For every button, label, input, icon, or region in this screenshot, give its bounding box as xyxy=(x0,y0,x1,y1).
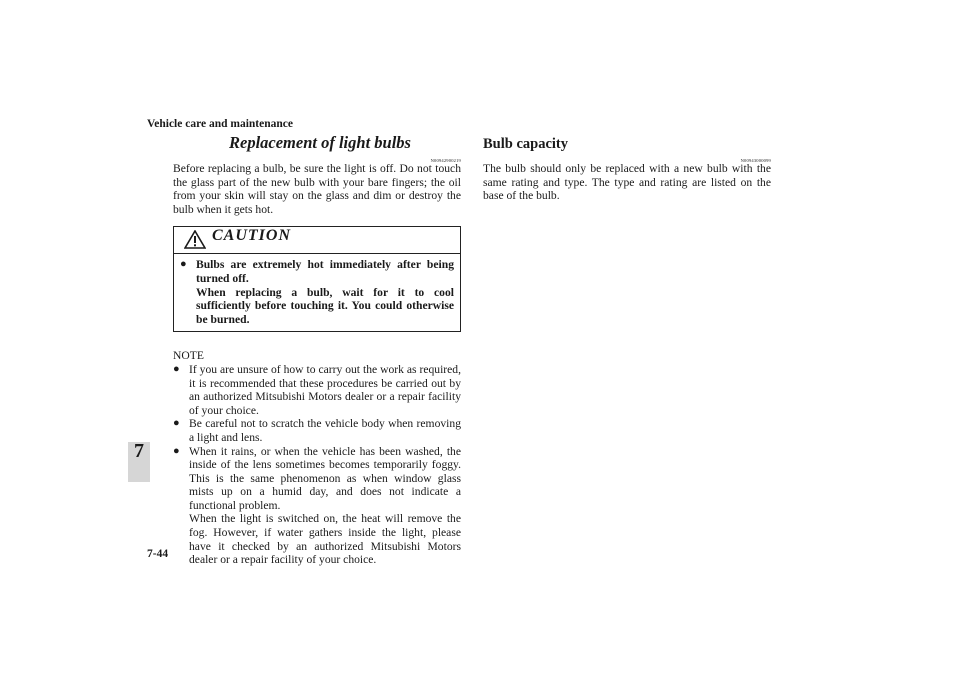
note-text: If you are unsure of how to carry out the work as required, it is recommended that these procedures be carried out by an authorized Mitsubishi Motors dealer or a repair facility of your choice. xyxy=(189,362,461,417)
note-text: When the light is switched on, the heat will remove the fog. However, if water gathers inside the light, please have it checked by an authorized Mitsubishi Motors dealer or a repair facility of your choice. xyxy=(189,512,461,567)
chapter-number: 7 xyxy=(134,440,144,462)
caution-item xyxy=(180,258,454,326)
section-code: N00942900219 xyxy=(430,158,461,163)
bulb-capacity-paragraph: The bulb should only be replaced with a new bulb with the same rating and type. The type and rating are listed on the base of the bulb. xyxy=(483,162,771,203)
caution-line: Bulbs are extremely hot immediately after being turned off. xyxy=(196,258,454,285)
note-item xyxy=(173,417,461,444)
right-column xyxy=(483,136,771,203)
note-text: Be careful not to scratch the vehicle body when removing a light and lens. xyxy=(189,417,461,444)
note-item xyxy=(173,363,461,417)
intro-paragraph: Before replacing a bulb, be sure the light is off. Do not touch the glass part of the new bulb with your bare fingers; the oil from your skin will stay on the glass and dim or destroy the bulb when it gets hot. xyxy=(173,162,461,216)
section-code: N00943000099 xyxy=(740,158,771,163)
page-number: 7-44 xyxy=(147,548,169,560)
note-list xyxy=(173,363,461,567)
bullet-icon: ● xyxy=(173,444,180,457)
section-title: Bulb capacity xyxy=(483,136,568,152)
section-header: Vehicle care and maintenance xyxy=(147,118,293,130)
caution-body xyxy=(174,254,460,331)
section-title: Replacement of light bulbs xyxy=(229,133,411,152)
left-column xyxy=(173,133,461,567)
note-item xyxy=(173,445,461,567)
bullet-icon: ● xyxy=(173,362,180,375)
bullet-icon: ● xyxy=(180,258,187,271)
section-title-row xyxy=(173,133,461,163)
caution-header xyxy=(174,227,460,254)
caution-label: CAUTION xyxy=(212,227,292,245)
caution-box xyxy=(173,226,461,332)
section-title-row xyxy=(483,136,771,162)
bullet-icon: ● xyxy=(173,417,180,430)
note-text: When it rains, or when the vehicle has been washed, the inside of the lens sometimes becomes temporarily foggy. This is the same phenomenon as when window glass mists up on a humid day, and does not indicate a functional problem. xyxy=(189,444,461,512)
note-label: NOTE xyxy=(173,349,204,363)
warning-triangle-icon xyxy=(184,230,206,249)
caution-line: When replacing a bulb, wait for it to cool sufficiently before touching it. You could otherwise be burned. xyxy=(196,285,454,326)
